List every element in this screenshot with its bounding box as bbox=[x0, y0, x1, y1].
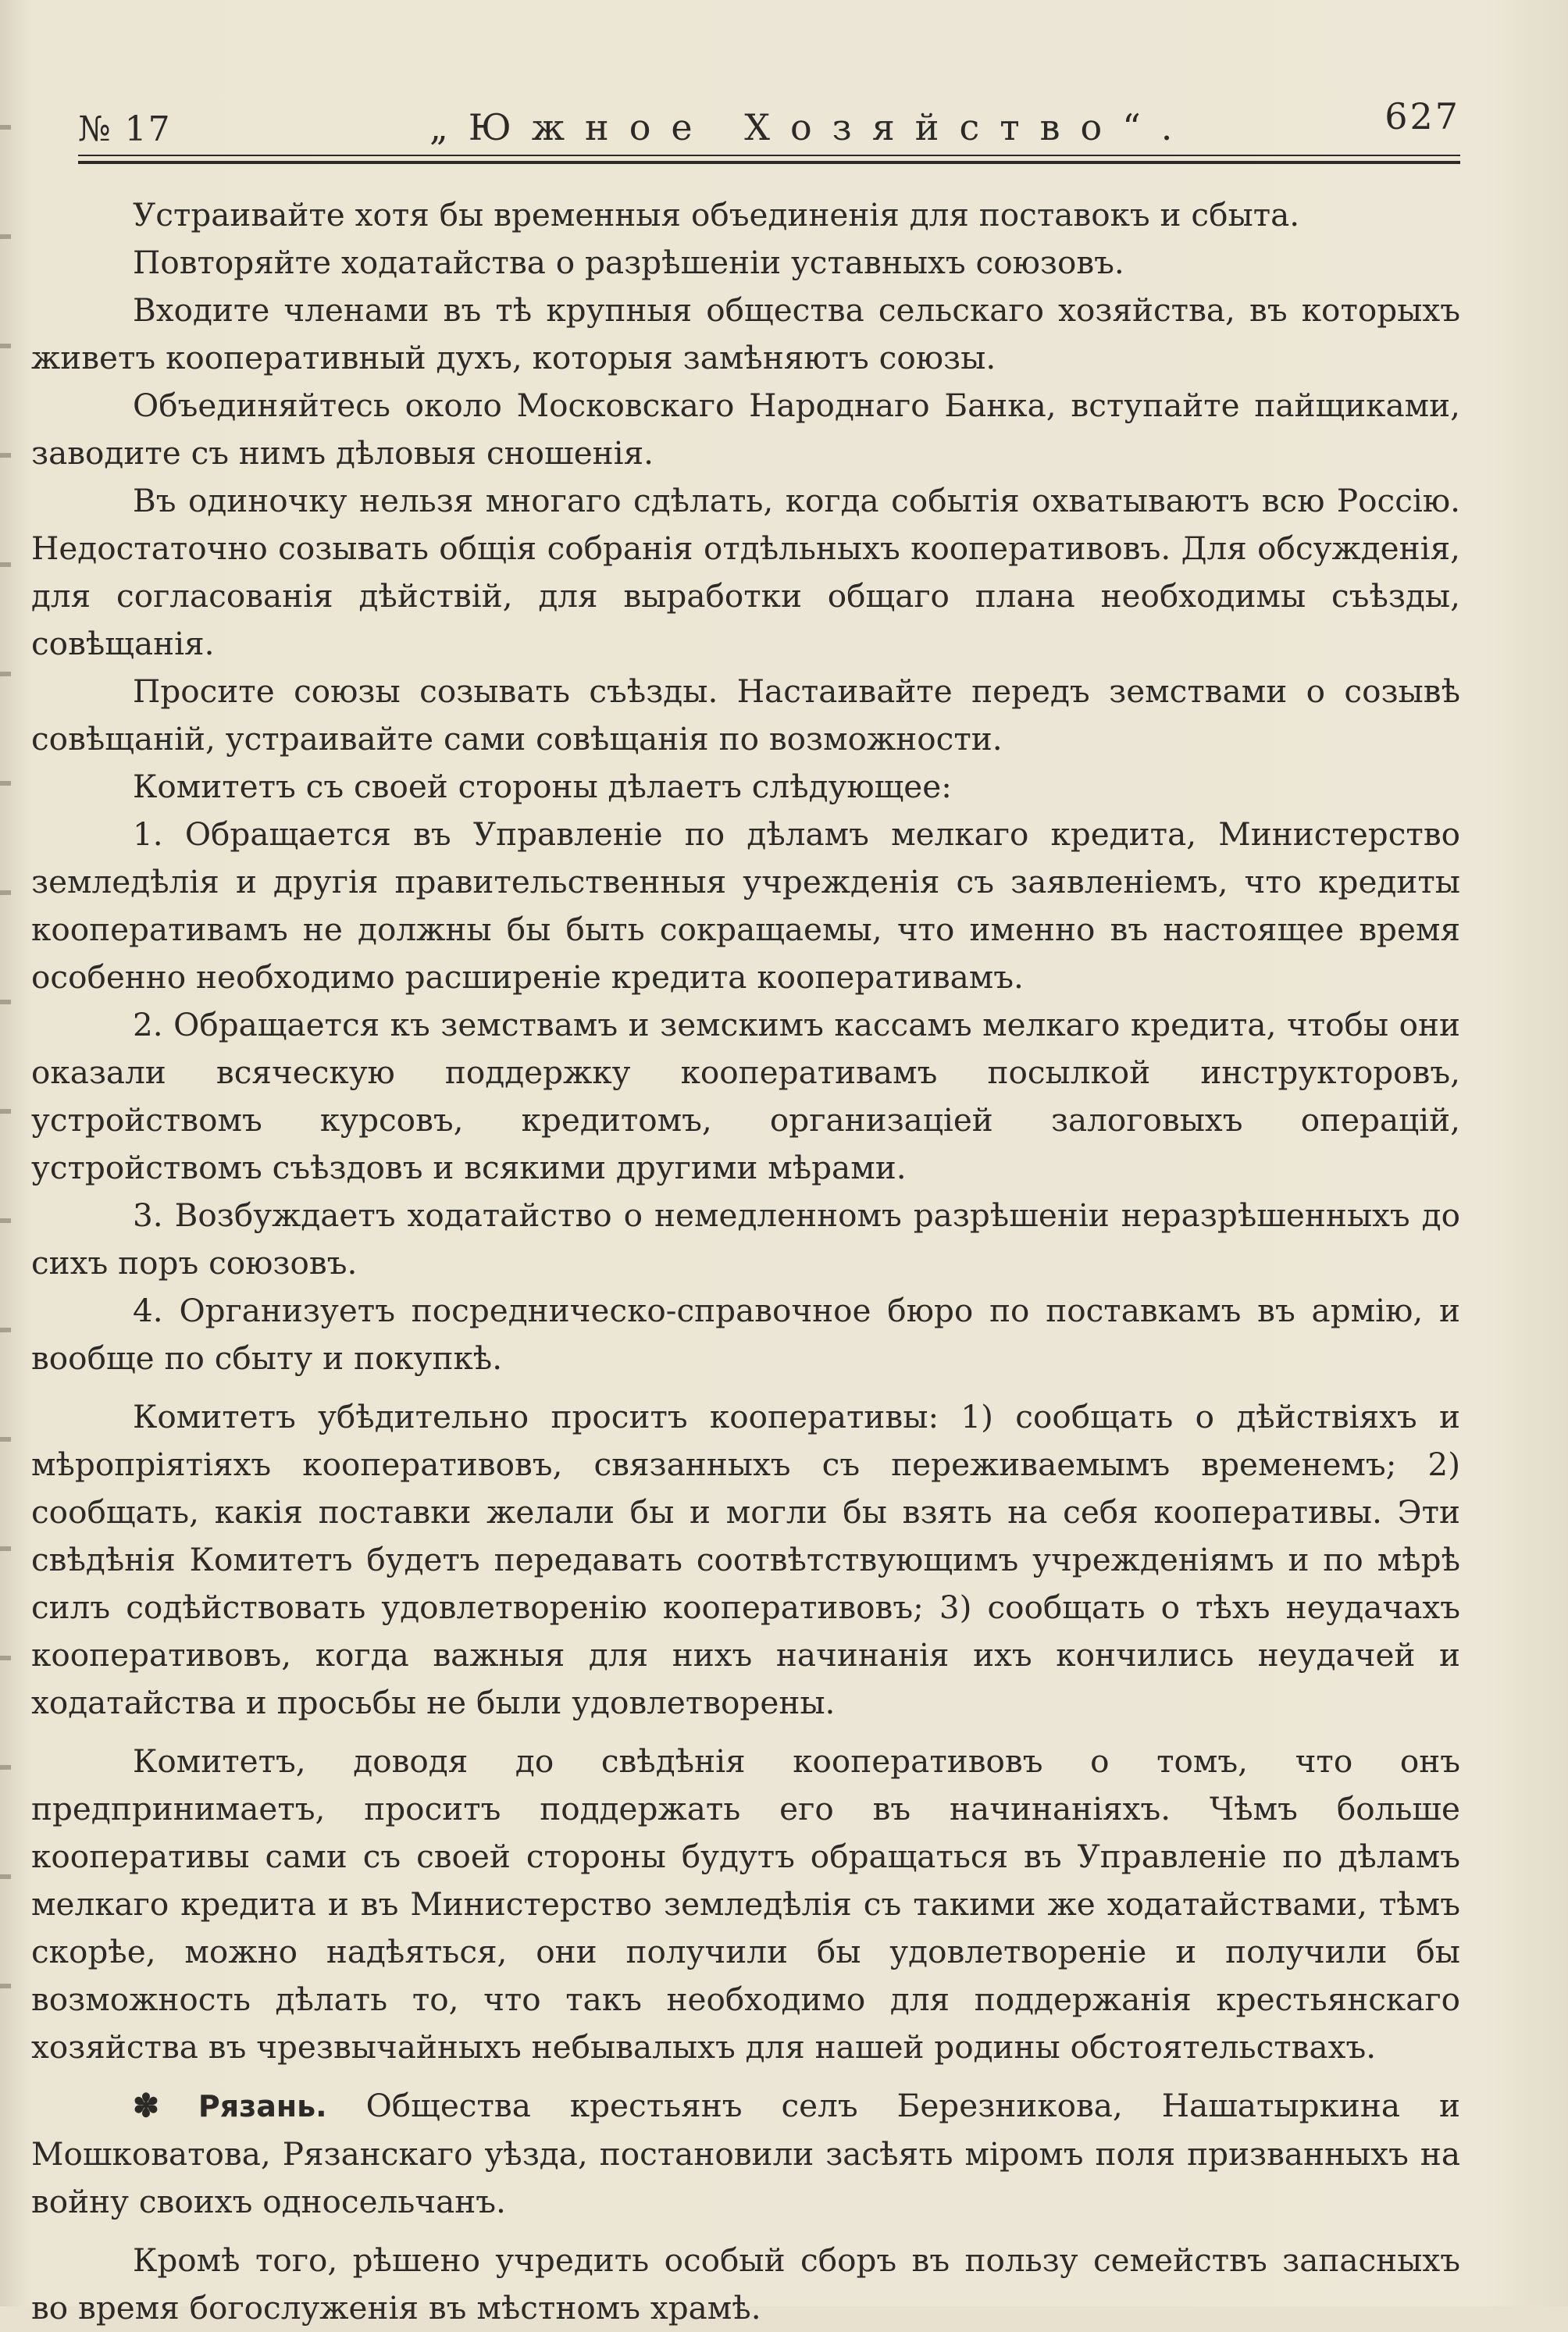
list-item: 1. Обращается въ Управленіе по дѣламъ мелкаго кредита, Министерство земледѣлія и другія правительственныя учрежденія съ заявленіемъ, что кредиты кооперативамъ не должны бы быть сокращаемы, что именно въ настоящее время особенно необходимо расширеніе кредита кооперативамъ. bbox=[31, 815, 1460, 996]
news-text: Общества крестьянъ селъ Березникова, Нашатыркина и Мошковатова, Рязанскаго уѣзда, постановили засѣять міромъ поля призванныхъ на войну своихъ односельчанъ. bbox=[31, 2087, 1461, 2220]
news-marker-icon: ✽ bbox=[133, 2087, 159, 2124]
news-place: Рязань. bbox=[198, 2089, 327, 2123]
paragraph: Комитетъ съ своей стороны дѣлаетъ слѣдующее: bbox=[133, 768, 952, 805]
paragraph: Повторяйте ходатайства о разрѣшеніи уставныхъ союзовъ. bbox=[133, 244, 1124, 281]
paragraph: Комитетъ убѣдительно проситъ кооперативы: 1) сообщать о дѣйствіяхъ и мѣропріятіяхъ кооперативовъ, связанныхъ съ переживаемымъ временемъ; 2) сообщать, какія поставки желали бы и могли бы взять на себя кооперативы. Эти свѣдѣнія Комитетъ будетъ передавать соотвѣтствующимъ учрежденіямъ и по мѣрѣ силъ содѣйствовать удовлетворенію кооперативовъ; 3) сообщать о тѣхъ неудачахъ кооперативовъ, когда важныя для нихъ начинанія ихъ кончились неудачей и ходатайства и просьбы не были удовлетворены. bbox=[31, 1398, 1460, 1721]
paragraph: Въ одиночку нельзя многаго сдѣлать, когда событія охватываютъ всю Россію. Недостаточно созывать общія собранія отдѣльныхъ кооперативовъ. Для обсужденія, для согласованія дѣйствій, для выработки общаго плана необходимы съѣзды, совѣщанія. bbox=[31, 482, 1460, 662]
news-followup: Кромѣ того, рѣшено учредить особый сборъ въ пользу семействъ запасныхъ во время богослуженія въ мѣстномъ храмѣ. bbox=[31, 2241, 1460, 2327]
article-body bbox=[31, 191, 1460, 2332]
header-rule-thick bbox=[78, 161, 1460, 164]
list-item: 3. Возбуждаетъ ходатайство о немедленномъ разрѣшеніи неразрѣшенныхъ до сихъ поръ союзовъ. bbox=[31, 1196, 1460, 1282]
journal-title: „Южное Хозяйство“. bbox=[429, 106, 1193, 148]
paragraph: Просите союзы созывать съѣзды. Настаивайте передъ земствами о созывѣ совѣщаній, устраивайте сами совѣщанія по возможности. bbox=[31, 672, 1460, 758]
list-item: 4. Организуетъ посредническо-справочное бюро по поставкамъ въ армію, и вообще по сбыту и покупкѣ. bbox=[31, 1292, 1460, 1377]
paragraph: Входите членами въ тѣ крупныя общества сельскаго хозяйства, въ которыхъ живетъ кооперативный духъ, которыя замѣняютъ союзы. bbox=[31, 291, 1460, 376]
paragraph: Комитетъ, доводя до свѣдѣнія кооперативовъ о томъ, что онъ предпринимаетъ, проситъ поддержать его въ начинаніяхъ. Чѣмъ больше кооперативы сами съ своей стороны будутъ обращаться въ Управленіе по дѣламъ мелкаго кредита и въ Министерство земледѣлія съ такими же ходатайствами, тѣмъ скорѣе, можно надѣяться, они получили бы удовлетвореніе и получили бы возможность дѣлать то, что такъ необходимо для поддержанія крестьянскаго хозяйства въ чрезвычайныхъ небывалыхъ для нашей родины обстоятельствахъ. bbox=[31, 1742, 1460, 2066]
header-rule-thin bbox=[78, 155, 1460, 156]
list-item: 2. Обращается къ земствамъ и земскимъ кассамъ мелкаго кредита, чтобы они оказали всяческую поддержку кооперативамъ посылкой инструкторовъ, устройствомъ курсовъ, кредитомъ, организаціей залоговыхъ операцій, устройствомъ съѣздовъ и всякими другими мѣрами. bbox=[31, 1006, 1460, 1186]
page-number: 627 bbox=[1384, 95, 1460, 137]
paragraph: Устраивайте хотя бы временныя объединенія для поставокъ и сбыта. bbox=[133, 196, 1300, 234]
running-header bbox=[78, 92, 1460, 155]
page-edge-marks bbox=[0, 78, 11, 2031]
news-item-ryazan bbox=[31, 2082, 1460, 2226]
paragraph: Объединяйтесь около Московскаго Народнаго Банка, вступайте пайщиками, заводите съ нимъ дѣловыя сношенія. bbox=[31, 387, 1460, 472]
issue-number: № 17 bbox=[78, 109, 172, 149]
